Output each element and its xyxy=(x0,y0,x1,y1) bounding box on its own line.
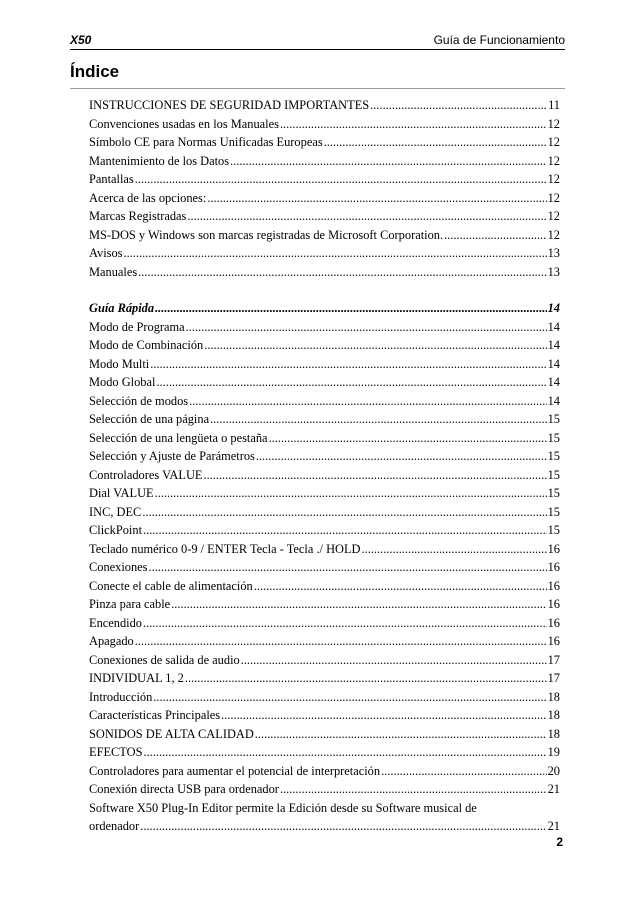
toc-entry[interactable] xyxy=(89,373,560,392)
toc-entry-label: SONIDOS DE ALTA CALIDAD xyxy=(89,726,254,741)
toc-entry-page: 21 xyxy=(547,782,560,796)
toc-entry-page: 15 xyxy=(547,523,560,537)
toc-entry-page: 21 xyxy=(547,819,560,833)
toc-entry-page: 15 xyxy=(547,504,560,519)
toc-entry[interactable] xyxy=(89,466,560,485)
leader-dots xyxy=(324,133,547,152)
toc-entry-label: Modo de Combinación xyxy=(89,338,204,352)
toc-entry-page: 14 xyxy=(547,301,560,315)
toc-entry[interactable] xyxy=(89,189,560,208)
toc-entry-label: Selección y Ajuste de Parámetros xyxy=(89,449,255,463)
toc-entry[interactable] xyxy=(89,521,560,540)
toc-entry[interactable] xyxy=(89,355,560,374)
page-number: 2 xyxy=(556,835,563,849)
toc-entry[interactable] xyxy=(89,207,560,226)
toc-entry-page: 19 xyxy=(547,745,560,759)
leader-dots xyxy=(185,669,547,688)
leader-dots xyxy=(280,780,547,799)
toc-entry[interactable] xyxy=(89,780,560,799)
toc-entry-label: Controladores VALUE xyxy=(89,467,203,482)
toc-entry[interactable] xyxy=(89,669,560,688)
toc-entry-page: 12 xyxy=(547,190,560,205)
toc-entry-label: Símbolo CE para Normas Unificadas Europeas xyxy=(89,135,323,149)
leader-dots xyxy=(221,706,547,725)
toc-entry-label: Pantallas xyxy=(89,172,134,186)
leader-dots xyxy=(171,595,546,614)
toc-entry-page: 17 xyxy=(547,652,560,667)
leader-dots xyxy=(124,244,547,263)
toc-entry-page: 11 xyxy=(548,98,560,112)
toc-entry-label: Marcas Registradas xyxy=(89,209,187,223)
toc-entry[interactable] xyxy=(89,429,560,448)
toc-entry-label: Pinza para cable xyxy=(89,597,171,611)
leader-dots xyxy=(269,429,547,448)
toc-group-2 xyxy=(89,318,560,799)
toc-entry-label: MS-DOS y Windows son marcas registradas de Microsoft Corporation. xyxy=(89,227,444,242)
toc-entry[interactable] xyxy=(89,558,560,577)
leader-dots xyxy=(153,688,546,707)
toc-entry[interactable] xyxy=(89,595,560,614)
leader-dots xyxy=(149,558,547,577)
toc-entry[interactable] xyxy=(89,96,560,115)
leader-dots xyxy=(255,725,547,744)
leader-dots xyxy=(207,189,546,208)
leader-dots xyxy=(155,484,547,503)
header-product: X50 xyxy=(70,33,92,47)
leader-dots xyxy=(135,170,547,189)
toc-entry-page: 14 xyxy=(547,375,560,389)
toc-entry[interactable] xyxy=(89,762,560,781)
table-of-contents xyxy=(89,96,560,836)
toc-entry-label: Acerca de las opciones: xyxy=(89,190,207,205)
toc-entry[interactable] xyxy=(89,688,560,707)
toc-entry-label-line1: Software X50 Plug-In Editor permite la Edición desde su Software musical de xyxy=(89,800,477,815)
toc-entry-label: INDIVIDUAL 1, 2 xyxy=(89,671,184,685)
toc-entry[interactable] xyxy=(89,484,560,503)
toc-entry-label: Selección de modos xyxy=(89,393,189,408)
leader-dots xyxy=(142,503,546,522)
toc-entry-page: 15 xyxy=(547,412,560,426)
header-doc-title: Guía de Funcionamiento xyxy=(433,33,565,47)
toc-entry-page: 12 xyxy=(547,172,560,186)
leader-dots xyxy=(189,392,547,411)
leader-dots xyxy=(135,632,547,651)
page-title: Índice xyxy=(70,62,565,89)
toc-entry-page: 12 xyxy=(547,116,560,131)
toc-entry-page: 15 xyxy=(547,449,560,463)
toc-entry-page: 12 xyxy=(547,227,560,242)
toc-entry[interactable] xyxy=(89,614,560,633)
toc-entry-page: 16 xyxy=(547,597,560,611)
toc-entry-page: 16 xyxy=(547,634,560,648)
toc-entry[interactable] xyxy=(89,318,560,337)
toc-entry-label: Teclado numérico 0-9 / ENTER Tecla - Tecla ./ HOLD xyxy=(89,541,361,556)
toc-entry-page: 17 xyxy=(547,671,560,685)
toc-entry[interactable] xyxy=(89,651,560,670)
leader-dots xyxy=(230,152,547,171)
toc-entry-label: INC, DEC xyxy=(89,504,142,519)
toc-entry-label: Selección de una página xyxy=(89,412,210,426)
toc-entry-page: 13 xyxy=(547,246,560,260)
toc-spacer xyxy=(89,281,560,299)
toc-entry[interactable] xyxy=(89,540,560,559)
toc-entry[interactable] xyxy=(89,410,560,429)
toc-entry[interactable] xyxy=(89,133,560,152)
toc-entry-label: Modo Global xyxy=(89,375,156,389)
toc-entry-label: Modo de Programa xyxy=(89,319,185,334)
toc-entry-label: Controladores para aumentar el potencial de interpretación xyxy=(89,763,381,778)
toc-entry-label: Modo Multi xyxy=(89,356,150,371)
toc-entry-label: Conexiones xyxy=(89,560,148,574)
toc-entry-page: 16 xyxy=(547,541,560,556)
toc-group-1 xyxy=(89,96,560,281)
leader-dots xyxy=(444,226,547,245)
toc-entry-page: 14 xyxy=(547,338,560,352)
toc-entry-label: Selección de una lengüeta o pestaña xyxy=(89,430,268,445)
leader-dots xyxy=(362,540,547,559)
toc-entry[interactable] xyxy=(89,336,560,355)
toc-entry[interactable] xyxy=(89,743,560,762)
toc-entry-label: Conexión directa USB para ordenador xyxy=(89,782,279,796)
leader-dots xyxy=(138,263,546,282)
leader-dots xyxy=(155,299,547,318)
toc-entry-label: Convenciones usadas en los Manuales xyxy=(89,116,279,131)
toc-entry-page: 15 xyxy=(547,430,560,445)
leader-dots xyxy=(280,115,547,134)
toc-entry-page: 12 xyxy=(547,153,560,168)
toc-entry[interactable] xyxy=(89,725,560,744)
toc-entry-label: ClickPoint xyxy=(89,523,143,537)
leader-dots xyxy=(143,521,547,540)
leader-dots xyxy=(156,373,546,392)
running-header xyxy=(70,33,565,50)
toc-entry[interactable] xyxy=(89,263,560,282)
toc-entry[interactable] xyxy=(89,244,560,263)
toc-entry-label: Mantenimiento de los Datos xyxy=(89,153,230,168)
toc-section-heading[interactable] xyxy=(89,299,560,318)
toc-entry-label: Apagado xyxy=(89,634,134,648)
toc-entry[interactable] xyxy=(89,632,560,651)
toc-entry[interactable] xyxy=(89,392,560,411)
toc-entry-page: 18 xyxy=(547,708,560,722)
toc-entry-page: 16 xyxy=(547,560,560,574)
toc-entry-label: Encendido xyxy=(89,615,142,630)
toc-entry-label: Manuales xyxy=(89,264,138,279)
leader-dots xyxy=(256,447,547,466)
toc-entry-page: 16 xyxy=(547,578,560,593)
toc-entry-page: 13 xyxy=(547,264,560,279)
toc-entry[interactable] xyxy=(89,170,560,189)
toc-entry-label: Introducción xyxy=(89,689,153,704)
toc-entry-page: 14 xyxy=(547,319,560,334)
toc-entry-label: Guía Rápida xyxy=(89,301,155,315)
toc-entry-page: 18 xyxy=(547,726,560,741)
toc-entry[interactable] xyxy=(89,706,560,725)
toc-entry-page: 18 xyxy=(547,689,560,704)
toc-entry[interactable] xyxy=(89,577,560,596)
toc-entry-page: 15 xyxy=(547,467,560,482)
toc-entry-page: 12 xyxy=(547,209,560,223)
leader-dots xyxy=(204,336,546,355)
toc-entry-page: 14 xyxy=(547,393,560,408)
toc-entry[interactable] xyxy=(89,503,560,522)
toc-entry-label: EFECTOS xyxy=(89,745,143,759)
leader-dots xyxy=(241,651,547,670)
toc-entry-page: 20 xyxy=(547,763,560,778)
toc-entry-label: Características Principales xyxy=(89,708,221,722)
leader-dots xyxy=(254,577,547,596)
toc-entry-label: Dial VALUE xyxy=(89,486,154,500)
toc-entry-label: Conecte el cable de alimentación xyxy=(89,578,253,593)
toc-entry-label: INSTRUCCIONES DE SEGURIDAD IMPORTANTES xyxy=(89,98,370,112)
toc-entry[interactable] xyxy=(89,152,560,171)
toc-entry[interactable] xyxy=(89,447,560,466)
toc-entry-page: 16 xyxy=(547,615,560,630)
toc-entry[interactable] xyxy=(89,115,560,134)
leader-dots xyxy=(210,410,547,429)
toc-entry-label: Conexiones de salida de audio xyxy=(89,652,240,667)
toc-entry-label-line2: ordenador xyxy=(89,819,140,833)
leader-dots xyxy=(370,96,547,115)
toc-entry-page: 12 xyxy=(547,135,560,149)
leader-dots xyxy=(187,207,546,226)
toc-entry-label: Avisos xyxy=(89,246,123,260)
leader-dots xyxy=(143,614,547,633)
leader-dots xyxy=(381,762,547,781)
leader-dots xyxy=(143,743,546,762)
toc-entry[interactable] xyxy=(89,799,560,836)
leader-dots xyxy=(150,355,546,374)
toc-entry-page: 14 xyxy=(547,356,560,371)
toc-entry-page: 15 xyxy=(547,486,560,500)
leader-dots xyxy=(186,318,547,337)
leader-dots xyxy=(203,466,546,485)
leader-dots xyxy=(140,817,546,836)
toc-entry[interactable] xyxy=(89,226,560,245)
